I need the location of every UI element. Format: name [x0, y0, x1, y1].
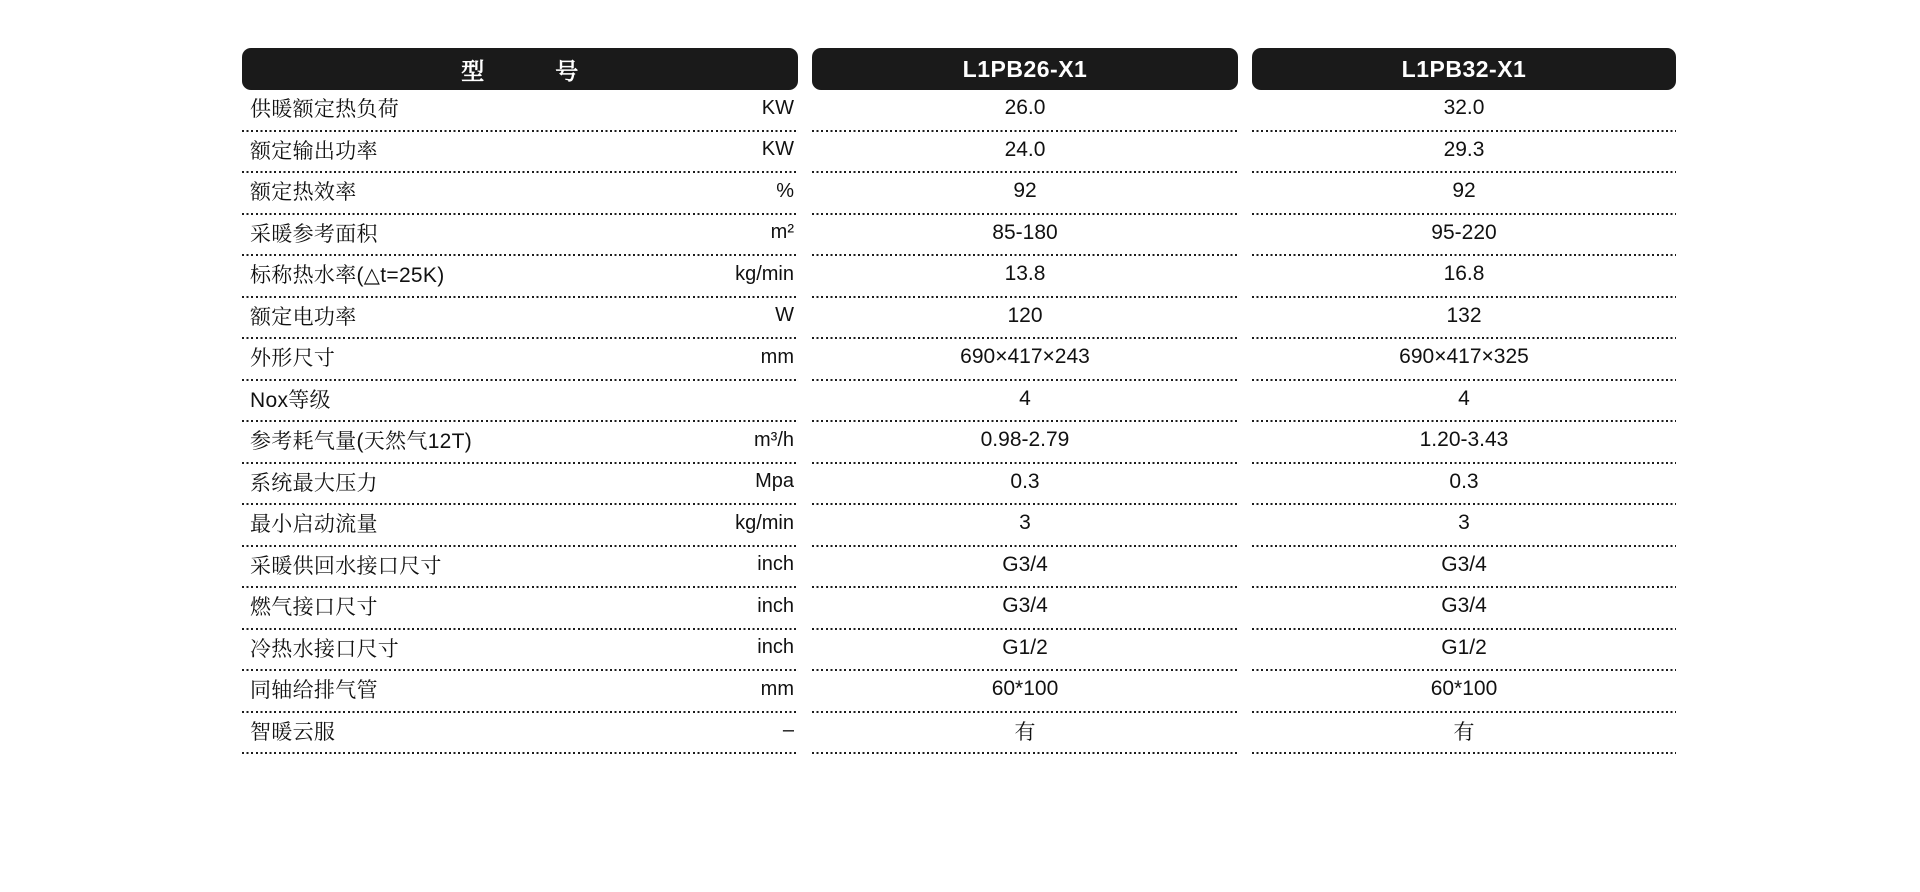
- table-row: [242, 132, 1676, 174]
- value-model2: 32.0: [1443, 96, 1485, 120]
- value-cell-model2: [1252, 713, 1676, 755]
- value-cell-model1: [812, 464, 1238, 506]
- param-cell: [242, 588, 798, 630]
- param-cell: [242, 256, 798, 298]
- param-label: 额定电功率: [250, 305, 357, 329]
- table-row: [242, 381, 1676, 423]
- value-model2: 4: [1458, 386, 1470, 410]
- param-cell: [242, 215, 798, 257]
- spec-table: [242, 48, 1676, 754]
- value-model1: G1/2: [1002, 635, 1048, 659]
- value-model1: 60*100: [991, 677, 1059, 701]
- value-cell-model2: [1252, 215, 1676, 257]
- value-cell-model1: [812, 422, 1238, 464]
- value-cell-model1: [812, 588, 1238, 630]
- value-cell-model2: [1252, 381, 1676, 423]
- value-model1: 3: [1019, 511, 1031, 535]
- value-model1: 0.98-2.79: [980, 428, 1070, 452]
- param-label: 采暖参考面积: [250, 222, 378, 246]
- value-cell-model2: [1252, 505, 1676, 547]
- table-row: [242, 173, 1676, 215]
- param-label: 供暖额定热负荷: [250, 98, 400, 122]
- value-model1: 120: [1007, 303, 1043, 327]
- value-model1: 92: [1013, 179, 1037, 203]
- param-cell: [242, 713, 798, 755]
- value-cell-model1: [812, 298, 1238, 340]
- value-model1: 85-180: [992, 220, 1058, 244]
- value-model1: 690×417×243: [960, 345, 1090, 369]
- table-row: [242, 90, 1676, 132]
- param-cell: [242, 90, 798, 132]
- param-cell: [242, 505, 798, 547]
- param-cell: [242, 298, 798, 340]
- table-row: [242, 422, 1676, 464]
- param-cell: [242, 339, 798, 381]
- value-model1: 4: [1019, 386, 1031, 410]
- value-cell-model1: [812, 671, 1238, 713]
- header-model-label: 型 号: [242, 48, 798, 90]
- value-cell-model1: [812, 215, 1238, 257]
- table-row: [242, 671, 1676, 713]
- table-header-row: [242, 48, 1676, 90]
- value-model1: 26.0: [1004, 96, 1046, 120]
- value-model2: 1.20-3.43: [1419, 428, 1509, 452]
- param-unit: W: [775, 304, 794, 327]
- value-cell-model1: [812, 339, 1238, 381]
- param-unit: Mpa: [755, 470, 794, 493]
- param-unit: KW: [761, 138, 794, 161]
- value-cell-model1: [812, 90, 1238, 132]
- param-unit: %: [776, 179, 794, 202]
- value-model2: G3/4: [1441, 594, 1487, 618]
- value-model1: G3/4: [1002, 594, 1048, 618]
- param-label: 额定输出功率: [250, 139, 378, 163]
- param-label: 同轴给排气管: [250, 679, 378, 703]
- param-unit: –: [782, 719, 794, 742]
- param-label: 外形尺寸: [250, 347, 336, 371]
- param-cell: [242, 132, 798, 174]
- param-unit: kg/min: [735, 511, 794, 534]
- table-row: [242, 464, 1676, 506]
- table-row: [242, 713, 1676, 755]
- value-model2: 95-220: [1431, 220, 1497, 244]
- param-unit: mm: [760, 345, 794, 368]
- param-label: 采暖供回水接口尺寸: [250, 554, 442, 578]
- value-cell-model1: [812, 630, 1238, 672]
- param-unit: mm: [760, 677, 794, 700]
- value-model1: G3/4: [1002, 552, 1048, 576]
- param-label: 系统最大压力: [250, 471, 378, 495]
- value-cell-model2: [1252, 588, 1676, 630]
- value-model2: 132: [1446, 303, 1482, 327]
- table-row: [242, 588, 1676, 630]
- header-model-1: L1PB26-X1: [812, 48, 1238, 90]
- table-row: [242, 298, 1676, 340]
- table-body: [242, 90, 1676, 754]
- value-model2: 60*100: [1430, 677, 1498, 701]
- param-cell: [242, 671, 798, 713]
- value-model1: 24.0: [1004, 137, 1046, 161]
- value-cell-model2: [1252, 298, 1676, 340]
- value-cell-model1: [812, 132, 1238, 174]
- param-label: 最小启动流量: [250, 513, 378, 537]
- value-cell-model2: [1252, 422, 1676, 464]
- param-label: 额定热效率: [250, 181, 357, 205]
- param-unit: inch: [757, 594, 794, 617]
- value-model2: 690×417×325: [1399, 345, 1529, 369]
- value-model2: 有: [1453, 720, 1475, 744]
- param-label: 燃气接口尺寸: [250, 596, 378, 620]
- value-model2: G1/2: [1441, 635, 1487, 659]
- table-row: [242, 547, 1676, 589]
- param-unit: kg/min: [735, 262, 794, 285]
- param-unit: m³/h: [754, 428, 794, 451]
- header-model-2: L1PB32-X1: [1252, 48, 1676, 90]
- param-cell: [242, 173, 798, 215]
- value-cell-model2: [1252, 464, 1676, 506]
- value-model1: 13.8: [1004, 262, 1046, 286]
- param-cell: [242, 464, 798, 506]
- param-unit: KW: [761, 96, 794, 119]
- param-label: 参考耗气量(天然气12T): [250, 430, 473, 454]
- value-model2: 92: [1452, 179, 1476, 203]
- value-cell-model2: [1252, 339, 1676, 381]
- value-cell-model1: [812, 547, 1238, 589]
- table-row: [242, 215, 1676, 257]
- value-cell-model1: [812, 505, 1238, 547]
- value-cell-model2: [1252, 173, 1676, 215]
- param-cell: [242, 381, 798, 423]
- table-row: [242, 505, 1676, 547]
- table-row: [242, 630, 1676, 672]
- value-model2: G3/4: [1441, 552, 1487, 576]
- param-cell: [242, 422, 798, 464]
- value-cell-model2: [1252, 256, 1676, 298]
- table-row: [242, 256, 1676, 298]
- value-cell-model2: [1252, 630, 1676, 672]
- value-cell-model2: [1252, 671, 1676, 713]
- param-label: 智暖云服: [250, 720, 336, 744]
- value-cell-model1: [812, 256, 1238, 298]
- value-model1: 0.3: [1010, 469, 1040, 493]
- value-model2: 0.3: [1449, 469, 1479, 493]
- value-cell-model1: [812, 173, 1238, 215]
- param-cell: [242, 630, 798, 672]
- value-cell-model2: [1252, 547, 1676, 589]
- value-model2: 3: [1458, 511, 1470, 535]
- value-cell-model2: [1252, 90, 1676, 132]
- value-cell-model2: [1252, 132, 1676, 174]
- param-unit: inch: [757, 636, 794, 659]
- param-label: 冷热水接口尺寸: [250, 637, 400, 661]
- value-cell-model1: [812, 713, 1238, 755]
- value-model2: 29.3: [1443, 137, 1485, 161]
- value-model1: 有: [1014, 720, 1036, 744]
- param-unit: inch: [757, 553, 794, 576]
- table-row: [242, 339, 1676, 381]
- value-cell-model1: [812, 381, 1238, 423]
- param-label: Nox等级: [250, 388, 331, 412]
- value-model2: 16.8: [1443, 262, 1485, 286]
- param-cell: [242, 547, 798, 589]
- param-label: 标称热水率(△t=25K): [250, 264, 445, 288]
- param-unit: m²: [770, 221, 794, 244]
